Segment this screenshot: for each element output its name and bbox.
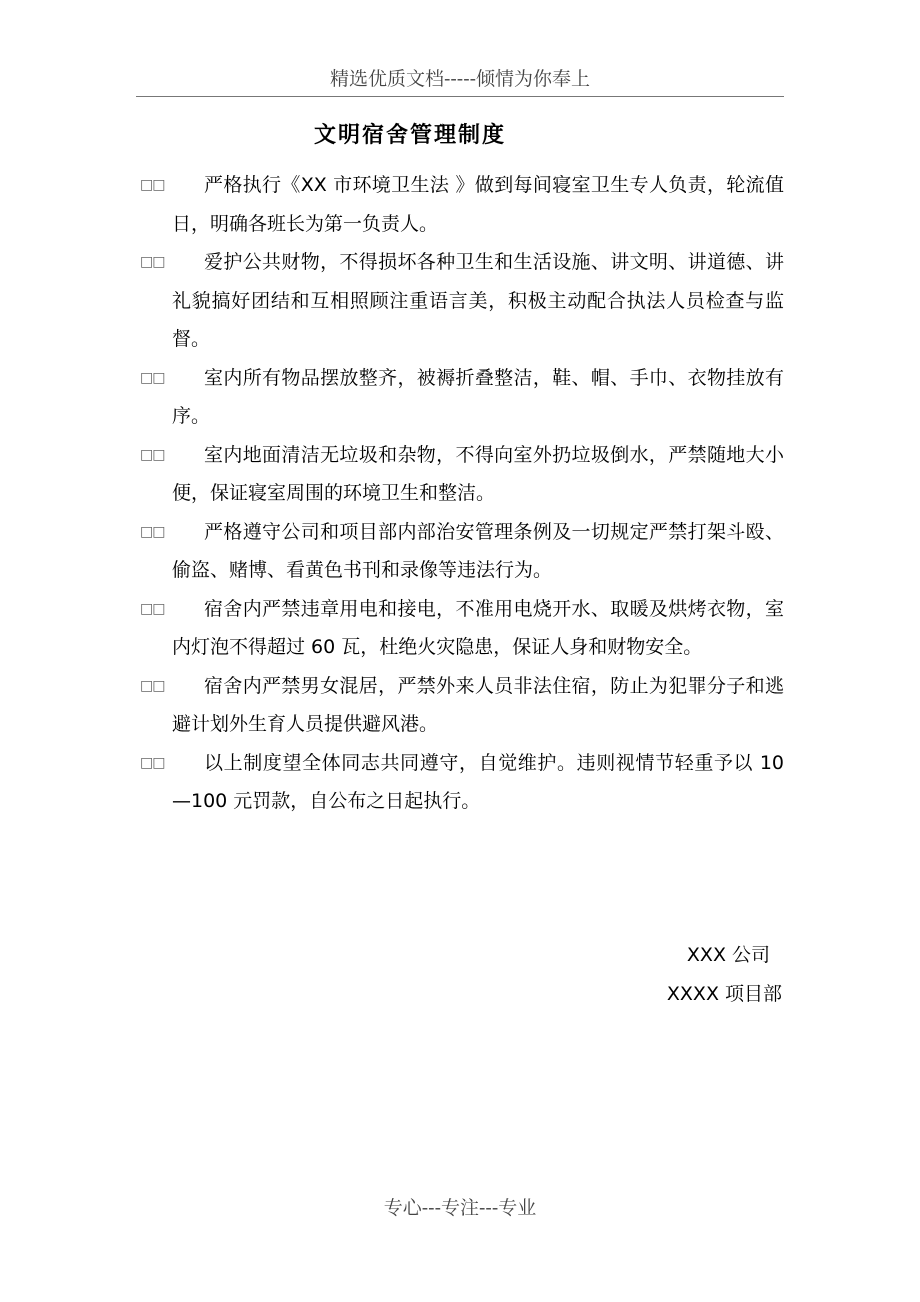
rule-text: 爱护公共财物，不得损坏各种卫生和生活设施、讲文明、讲道德、讲礼貌搞好团结和互相照顾注重语言美，积极主动配合执法人员检查与监督。	[172, 251, 784, 350]
rule-marker: □□	[140, 369, 165, 386]
rule-item	[136, 243, 784, 359]
rule-marker: □□	[140, 446, 165, 463]
rule-item	[136, 359, 784, 436]
rule-marker: □□	[140, 523, 165, 540]
rule-text: 室内地面清洁无垃圾和杂物，不得向室外扔垃圾倒水，严禁随地大小便，保证寝室周围的环境卫生和整洁。	[172, 443, 784, 504]
rule-item	[136, 513, 784, 590]
signature-company: XXX 公司	[686, 944, 770, 966]
rule-item	[136, 436, 784, 513]
page-header: 精选优质文档-----倾情为你奉上	[136, 64, 784, 97]
rules-list	[136, 166, 784, 821]
page-footer: 专心---专注---专业	[383, 1197, 537, 1219]
rule-text: 严格执行《XX 市环境卫生法 》做到每间寝室卫生专人负责，轮流值日，明确各班长为第一负责人。	[172, 174, 784, 235]
rule-text: 室内所有物品摆放整齐，被褥折叠整洁，鞋、帽、手巾、衣物挂放有序。	[172, 366, 784, 427]
rule-text: 宿舍内严禁男女混居，严禁外来人员非法住宿，防止为犯罪分子和逃避计划外生育人员提供避风港。	[172, 674, 784, 735]
rule-marker: □□	[140, 754, 165, 771]
document-title: 文明宿舍管理制度	[313, 123, 506, 148]
signature-department: XXXX 项目部	[666, 983, 782, 1005]
rule-item	[136, 590, 784, 667]
rule-text: 以上制度望全体同志共同遵守，自觉维护。违则视情节轻重予以 10—100 元罚款，自公布之日起执行。	[172, 751, 784, 812]
rule-marker: □□	[140, 254, 165, 270]
rule-item	[136, 744, 784, 821]
rule-item	[136, 667, 784, 744]
rule-marker: □□	[140, 177, 165, 193]
rule-text: 严格遵守公司和项目部内部治安管理条例及一切规定严禁打架斗殴、偷盗、赌博、看黄色书刊和录像等违法行为。	[172, 520, 784, 581]
rule-text: 宿舍内严禁违章用电和接电，不准用电烧开水、取暖及烘烤衣物，室内灯泡不得超过 60 瓦，杜绝火灾隐患，保证人身和财物安全。	[172, 597, 784, 658]
rule-item	[136, 166, 784, 243]
rule-marker: □□	[140, 600, 165, 617]
rule-marker: □□	[140, 677, 165, 694]
